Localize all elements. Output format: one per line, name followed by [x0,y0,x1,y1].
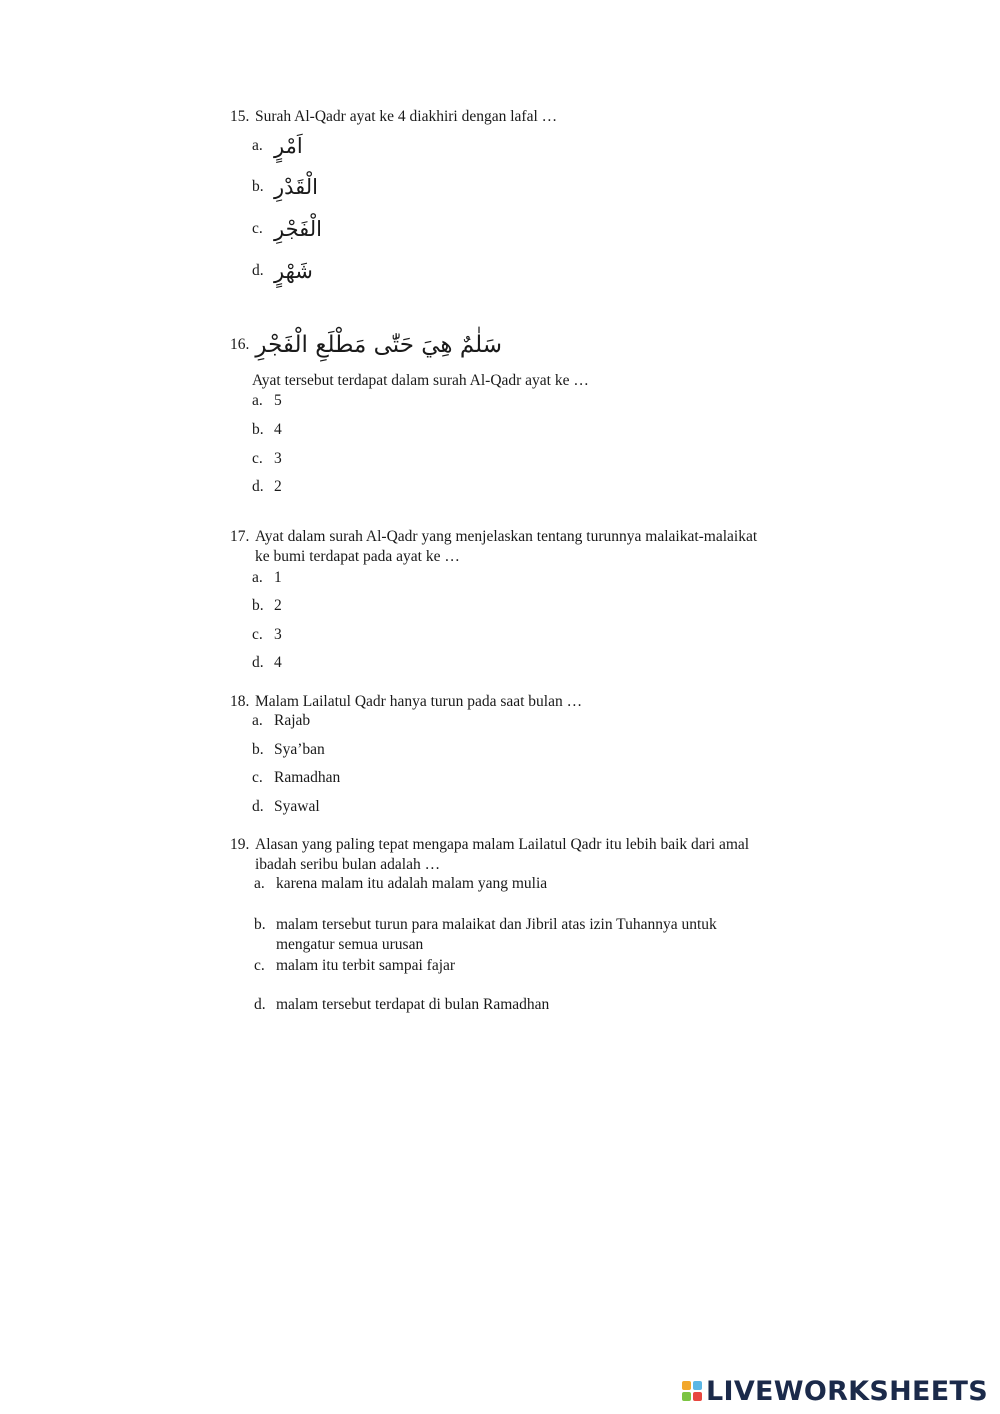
option-19-b[interactable] [254,915,764,955]
logo-mark-square [693,1381,702,1390]
question-text: Ayat dalam surah Al-Qadr yang menjelaskan tentang turunnya malaikat-malaikat ke bumi terdapat pada ayat ke … [255,528,758,565]
option-letter: b. [252,597,264,614]
option-text: malam tersebut terdapat di bulan Ramadhan [276,996,550,1013]
question-16-text: Ayat tersebut terdapat dalam surah Al-Qadr ayat ke … [252,372,589,389]
option-18-c[interactable] [252,768,340,788]
logo-mark-icon [682,1381,702,1401]
question-number: 19. [230,836,250,853]
option-text: 3 [274,450,282,467]
question-15 [230,107,770,127]
question-17 [230,527,770,567]
option-17-a[interactable] [252,568,282,588]
option-15-a[interactable] [252,136,303,156]
option-text: 3 [274,626,282,643]
option-text: Ramadhan [274,769,341,786]
option-letter: a. [252,137,263,154]
option-letter: d. [252,654,264,671]
logo-mark-square [682,1381,691,1390]
option-text: malam itu terbit sampai fajar [276,957,456,974]
option-text: 4 [274,654,282,671]
question-number: 16. [230,336,250,353]
option-letter: b. [252,178,264,195]
question-number: 18. [230,693,250,710]
option-letter: d. [252,798,264,815]
option-18-a[interactable] [252,711,310,731]
question-16 [230,332,770,358]
option-15-d[interactable] [252,261,313,281]
option-letter: d. [254,996,266,1013]
question-arabic-verse: سَلٰمٌ هِيَ حَتّٰى مَطْلَعِ الْفَجْرِ [255,332,503,358]
option-17-c[interactable] [252,625,282,645]
option-letter: c. [252,626,263,643]
question-19 [230,835,770,875]
option-letter: c. [252,220,263,237]
option-text: 1 [274,569,282,586]
option-letter: d. [252,262,264,279]
option-text: 5 [274,392,282,409]
option-15-b[interactable] [252,177,318,197]
liveworksheets-logo [682,1374,988,1408]
question-number: 15. [230,108,250,125]
option-text: الْفَجْرِ [274,217,322,241]
question-text: Malam Lailatul Qadr hanya turun pada saat bulan … [255,693,583,710]
option-text: 2 [274,597,282,614]
option-text: Rajab [274,712,311,729]
option-19-c[interactable] [254,956,455,976]
option-letter: c. [254,957,265,974]
logo-mark-square [682,1392,691,1401]
option-16-d[interactable] [252,477,282,497]
option-text: شَهْرٍ [274,259,313,283]
option-letter: a. [252,392,263,409]
option-letter: b. [254,916,266,933]
option-letter: c. [252,450,263,467]
option-16-a[interactable] [252,391,282,411]
option-letter: b. [252,421,264,438]
option-letter: c. [252,769,263,786]
option-letter: b. [252,741,264,758]
option-17-b[interactable] [252,596,282,616]
option-text: karena malam itu adalah malam yang mulia [276,875,548,892]
logo-text: LIVEWORKSHEETS [705,1375,988,1407]
option-text: malam tersebut turun para malaikat dan Jibril atas izin Tuhannya untuk mengatur semua urusan [276,916,717,953]
option-text: Sya’ban [274,741,325,758]
option-19-d[interactable] [254,995,549,1015]
option-letter: d. [252,478,264,495]
option-letter: a. [254,875,265,892]
option-15-c[interactable] [252,219,322,239]
option-letter: a. [252,712,263,729]
option-text: Syawal [274,798,320,815]
option-text: 2 [274,478,282,495]
question-text: Surah Al-Qadr ayat ke 4 diakhiri dengan lafal … [255,108,558,125]
logo-mark-square [693,1392,702,1401]
option-19-a[interactable] [254,874,547,894]
option-text: الْقَدْرِ [274,175,319,199]
question-18 [230,692,770,712]
question-text: Alasan yang paling tepat mengapa malam Lailatul Qadr itu lebih baik dari amal ibadah seribu bulan adalah … [255,836,750,873]
option-16-b[interactable] [252,420,282,440]
option-17-d[interactable] [252,653,282,673]
option-text: 4 [274,421,282,438]
option-18-d[interactable] [252,797,320,817]
option-letter: a. [252,569,263,586]
option-18-b[interactable] [252,740,325,760]
option-text: اَمْرٍ [274,134,303,158]
option-16-c[interactable] [252,449,282,469]
question-number: 17. [230,528,250,545]
